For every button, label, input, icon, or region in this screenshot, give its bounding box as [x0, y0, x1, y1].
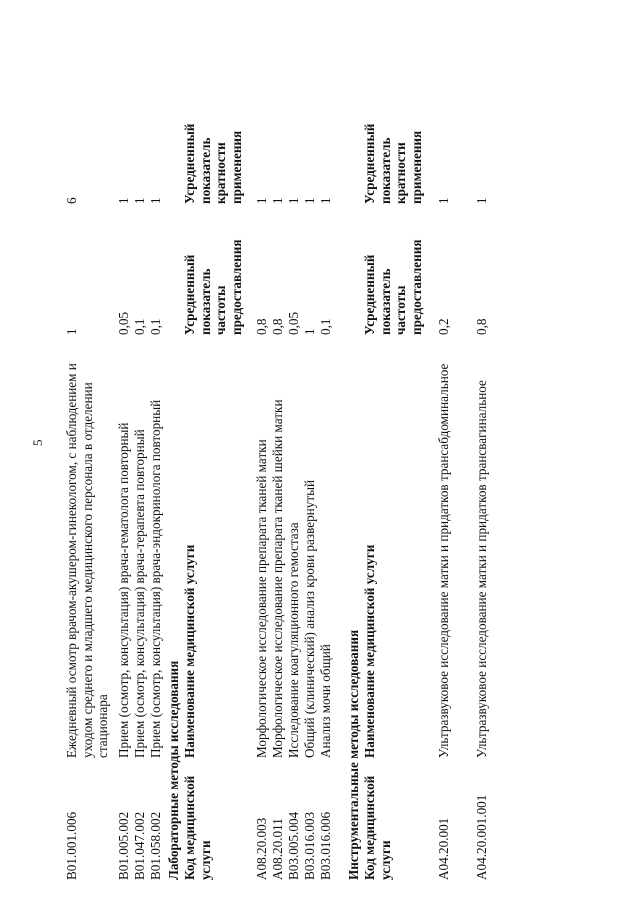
service-frequency: 0,8 [270, 318, 285, 335]
service-frequency: 0,05 [116, 311, 131, 335]
service-multiplicity: 1 [254, 197, 269, 204]
service-code: A08.20.011 [270, 818, 285, 880]
service-multiplicity: 1 [302, 197, 317, 204]
service-name: Общий (клинический) анализ крови развернутый [302, 479, 317, 758]
service-frequency: 1 [64, 328, 79, 335]
lab-section-title: Лабораторные методы исследования [166, 660, 181, 880]
service-frequency: 1 [302, 328, 317, 335]
service-multiplicity: 1 [474, 197, 489, 204]
header-code: Код медицинской услуги [362, 775, 393, 880]
service-multiplicity: 1 [132, 197, 147, 204]
header-code: Код медицинской услуги [182, 775, 213, 880]
service-multiplicity: 1 [436, 197, 451, 204]
service-frequency: 0,8 [474, 318, 489, 335]
service-code: B01.001.006 [64, 811, 79, 880]
service-name: Морфологическое исследование препарата тканей шейки матки [270, 399, 285, 758]
service-code: B03.016.003 [302, 811, 317, 880]
service-name: Ультразвуковое исследование матки и придатков трансабдоминальное [436, 363, 451, 758]
service-name: Анализ мочи общий [318, 644, 333, 758]
service-code: B03.016.006 [318, 811, 333, 880]
header-multiplicity: Усредненный показатель кратности применения [362, 123, 424, 204]
service-frequency: 0,1 [318, 318, 333, 335]
service-multiplicity: 1 [318, 197, 333, 204]
header-name: Наименование медицинской услуги [362, 544, 377, 758]
header-name: Наименование медицинской услуги [182, 544, 197, 758]
service-code: B01.058.002 [148, 811, 163, 880]
service-name: Ультразвуковое исследование матки и придатков трансвагинальное [474, 380, 489, 758]
service-frequency: 0,2 [436, 318, 451, 335]
header-multiplicity: Усредненный показатель кратности применения [182, 123, 244, 204]
service-code: B03.005.004 [286, 811, 301, 880]
header-frequency: Усредненный показатель частоты предоставления [182, 239, 244, 335]
service-frequency: 0,1 [132, 318, 147, 335]
service-multiplicity: 1 [116, 197, 131, 204]
service-name: Исследование коагуляционного гемостаза [286, 522, 301, 758]
header-frequency: Усредненный показатель частоты предоставления [362, 239, 424, 335]
service-name: Прием (осмотр, консультация) врача-гематолога повторный [116, 422, 131, 758]
service-code: B01.047.002 [132, 811, 147, 880]
service-code: A04.20.001.001 [474, 794, 489, 880]
service-code: B01.005.002 [116, 811, 131, 880]
service-frequency: 0,05 [286, 311, 301, 335]
service-name: Ежедневный осмотр врачом-акушером-гинекологом, с наблюдением и уходом среднего и младшего медицинского персонала в отделении стационара [64, 363, 110, 758]
service-multiplicity: 1 [148, 197, 163, 204]
service-name: Морфологическое исследование препарата тканей матки [254, 439, 269, 758]
service-name: Прием (осмотр, консультация) врача-терапевта повторный [132, 429, 147, 758]
service-code: A08.20.003 [254, 817, 269, 880]
page-number: 5 [30, 439, 45, 446]
service-name: Прием (осмотр, консультация) врача-эндокринолога повторный [148, 399, 163, 758]
service-multiplicity: 6 [64, 197, 79, 204]
service-frequency: 0,8 [254, 318, 269, 335]
service-code: A04.20.001 [436, 817, 451, 880]
instr-section-title: Инструментальные методы исследования [346, 629, 361, 880]
service-multiplicity: 1 [270, 197, 285, 204]
service-multiplicity: 1 [286, 197, 301, 204]
service-frequency: 0,1 [148, 318, 163, 335]
services-table [64, 50, 524, 880]
